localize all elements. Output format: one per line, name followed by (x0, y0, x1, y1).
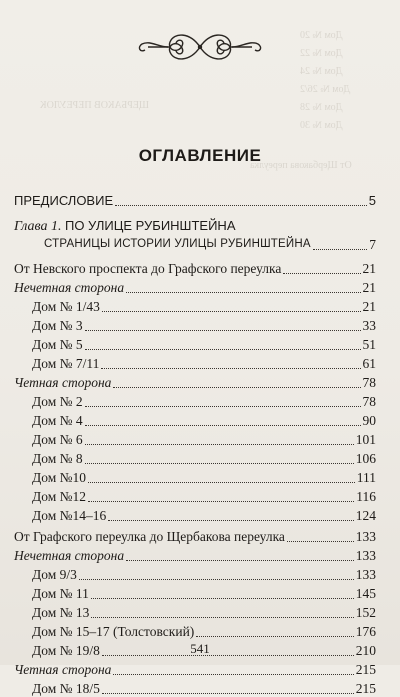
toc-entry-side[interactable] (14, 547, 376, 564)
leader-dots (113, 674, 353, 675)
toc-label: Дом № 18/5 (32, 681, 100, 696)
toc-label: Дом № 3 (32, 318, 83, 333)
leader-dots (85, 444, 354, 445)
toc-entry-house[interactable] (14, 623, 376, 640)
leader-dots (91, 598, 354, 599)
toc-page-number: 215 (355, 681, 376, 696)
toc-page-number: 133 (355, 529, 376, 544)
leader-dots (79, 579, 354, 580)
toc-entry-house[interactable] (14, 317, 376, 334)
contents-heading: ОГЛАВЛЕНИЕ (138, 146, 262, 165)
toc-entry-house[interactable] (14, 450, 376, 467)
toc-entry-house[interactable] (14, 680, 376, 697)
toc-label: Дом № 19/8 (32, 643, 100, 658)
toc-entry-street-history[interactable] (14, 236, 376, 253)
toc-entry-house[interactable] (14, 566, 376, 583)
toc-page-number: 61 (362, 356, 376, 371)
bleed-through-text: Дом № 24 (300, 66, 343, 77)
chapter-title: ПО УЛИЦЕ РУБИНШТЕЙНА (64, 218, 236, 233)
toc-entry-house[interactable] (14, 507, 376, 524)
toc-entry-house[interactable] (14, 336, 376, 353)
toc-entry-house[interactable] (14, 355, 376, 372)
bleed-through-text: Дом № 22 (300, 48, 343, 59)
leader-dots (101, 368, 360, 369)
toc-label: Четная сторона (14, 375, 112, 390)
toc-label: Дом № 4 (32, 413, 83, 428)
leader-dots (88, 501, 354, 502)
toc-page-number: 21 (362, 280, 376, 295)
toc-page-number: 90 (362, 413, 376, 428)
toc-page-number: 145 (355, 586, 376, 601)
toc-entry-house[interactable] (14, 393, 376, 410)
toc-label: Дом № 5 (32, 337, 83, 352)
toc-label: СТРАНИЦЫ ИСТОРИИ УЛИЦЫ РУБИНШТЕЙНА (44, 238, 311, 250)
toc-page-number: 152 (355, 605, 376, 620)
toc-label: Дом 9/3 (32, 567, 77, 582)
toc-label: Дом № 1/43 (32, 299, 100, 314)
leader-dots (88, 482, 355, 483)
chapter-number: Глава 1. (14, 219, 65, 234)
bleed-through-text: Дом № 28 (300, 102, 343, 113)
toc-label: Дом № 2 (32, 394, 83, 409)
toc-page-number: 7 (369, 237, 376, 252)
toc-label: Нечетная сторона (14, 280, 125, 295)
toc-entry-house[interactable] (14, 488, 376, 505)
leader-dots (283, 273, 360, 274)
toc-page-number: 21 (362, 261, 376, 276)
toc-page-number: 215 (355, 662, 376, 677)
page-number: 541 (190, 641, 210, 656)
toc-entry-section[interactable] (14, 528, 376, 545)
toc-page-number: 116 (356, 489, 376, 504)
leader-dots (85, 463, 354, 464)
toc-page-number: 21 (362, 299, 376, 314)
toc-entry-section[interactable] (14, 260, 376, 277)
toc-page-number: 106 (355, 451, 376, 466)
bleed-through-text: ЩЕРБАКОВ ПЕРЕУЛОК (40, 100, 150, 111)
leader-dots (102, 693, 354, 694)
toc-entry-house[interactable] (14, 604, 376, 621)
leader-dots (287, 541, 354, 542)
toc-page-number: 133 (355, 567, 376, 582)
toc-entry-house[interactable] (14, 412, 376, 429)
toc-label: От Невского проспекта до Графского переулка (14, 261, 282, 276)
toc-label: Дом №10 (32, 470, 86, 485)
bleed-through-text: Дом № 30 (300, 120, 343, 131)
leader-dots (108, 520, 354, 521)
toc-label: Дом № 15–17 (Толстовский) (32, 624, 195, 639)
toc-entry-side[interactable] (14, 374, 376, 391)
toc-entry-preface[interactable] (14, 192, 376, 209)
toc-page-number: 101 (355, 432, 376, 447)
toc-page-number: 33 (362, 318, 376, 333)
toc-entry-side[interactable] (14, 661, 376, 678)
toc-page-number: 51 (362, 337, 376, 352)
leader-dots (102, 311, 361, 312)
leader-dots (85, 330, 361, 331)
toc-label: Дом № 13 (32, 605, 90, 620)
leader-dots (85, 406, 361, 407)
bleed-through-text: Дом № 26/2 (300, 84, 351, 95)
toc-page-number: 124 (355, 508, 376, 523)
toc-label: От Графского переулка до Щербакова переулка (14, 529, 285, 544)
toc-label: Дом № 11 (32, 586, 89, 601)
leader-dots (196, 636, 353, 637)
toc-entry-house[interactable] (14, 298, 376, 315)
toc-label: Четная сторона (14, 662, 112, 677)
toc-label: Дом № 7/11 (32, 356, 100, 371)
toc-entry-house[interactable] (14, 585, 376, 602)
toc-label: Дом № 8 (32, 451, 83, 466)
leader-dots (113, 387, 360, 388)
toc-page-number: 78 (362, 394, 376, 409)
toc-label: Дом №12 (32, 489, 86, 504)
leader-dots (313, 249, 368, 250)
leader-dots (126, 292, 360, 293)
leader-dots (126, 560, 354, 561)
leader-dots (85, 349, 361, 350)
toc-entry-house[interactable] (14, 469, 376, 486)
toc-label: ПРЕДИСЛОВИЕ (14, 193, 114, 208)
toc-page-number: 5 (368, 193, 376, 208)
bleed-through-text: Дом № 20 (300, 30, 343, 41)
toc-page-number: 210 (355, 643, 376, 658)
leader-dots (115, 205, 367, 206)
toc-label: Дом № 6 (32, 432, 83, 447)
leader-dots (85, 425, 361, 426)
toc-label: Дом №14–16 (32, 508, 107, 523)
toc-entry-house[interactable] (14, 431, 376, 448)
decorative-flourish-icon (134, 26, 266, 68)
bleed-through-text: От Щербакова переулка (250, 160, 352, 171)
toc-entry-side[interactable] (14, 279, 376, 296)
toc-chapter-heading[interactable] (14, 218, 376, 235)
toc-page-number: 78 (362, 375, 376, 390)
toc-label: Нечетная сторона (14, 548, 125, 563)
leader-dots (91, 617, 353, 618)
toc-page-number: 133 (355, 548, 376, 563)
toc-page-number: 176 (355, 624, 376, 639)
toc-page-number: 111 (356, 470, 376, 485)
